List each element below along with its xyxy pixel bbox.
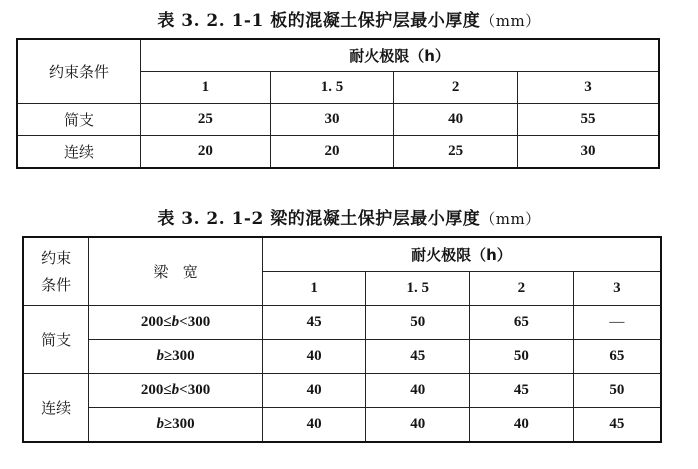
table2-header-fire-rating: 耐火极限（h） (262, 237, 661, 272)
table-row (17, 104, 659, 136)
table2-header-constraint-line1: 约束 (41, 248, 72, 267)
beam-width-lower: 200≤ (140, 314, 172, 330)
table2-fire-level: 3 (573, 272, 661, 306)
table2-cell: 45 (262, 306, 366, 340)
table2-fire-level: 2 (470, 272, 574, 306)
table2-cell: 40 (470, 408, 574, 443)
table2-cell: 45 (470, 374, 574, 408)
table2-header-constraint-line2: 条件 (41, 275, 72, 294)
table1-row-label: 连续 (17, 136, 141, 169)
table2-cell: 40 (366, 408, 470, 443)
table1-cell: 30 (270, 104, 394, 136)
table2-header-beam-width: 梁 宽 (89, 237, 263, 306)
table1-caption (0, 6, 698, 31)
table1-cell: 55 (517, 104, 659, 136)
beam-cover-table (22, 236, 662, 443)
table2-fire-level: 1 (262, 272, 366, 306)
table2-caption (0, 204, 698, 229)
table1-cell: 20 (270, 136, 394, 169)
slab-cover-table (16, 38, 660, 169)
table2-fire-level: 1. 5 (366, 272, 470, 306)
table2-caption-text: 表 3. 2. 1-2 梁的混凝土保护层最小厚度 (157, 209, 481, 229)
table1-fire-level: 1 (141, 72, 271, 104)
table2-cell: 40 (366, 374, 470, 408)
beam-width-lower: 200≤ (140, 382, 172, 398)
table1-header-fire-rating: 耐火极限（h） (141, 39, 659, 72)
beam-width-upper: ≥300 (163, 348, 195, 364)
table2-caption-unit: （mm） (480, 210, 541, 228)
table2-cell: 65 (573, 340, 661, 374)
beam-width-upper: ≥300 (163, 416, 195, 432)
table1-cell: 30 (517, 136, 659, 169)
table2-cell: 65 (470, 306, 574, 340)
table1-fire-level: 1. 5 (270, 72, 394, 104)
table1-caption-unit: （mm） (480, 12, 541, 30)
table2-cell: 40 (262, 340, 366, 374)
beam-width-symbol: b (156, 416, 164, 432)
table2-beam-width (89, 374, 263, 408)
table-row (17, 136, 659, 169)
table-row (23, 408, 661, 443)
table1-cell: 20 (141, 136, 271, 169)
table2-cell: 40 (262, 408, 366, 443)
table2-cell: 40 (262, 374, 366, 408)
table1-cell: 25 (394, 136, 518, 169)
table2-beam-width (89, 408, 263, 443)
table2-cell: 50 (366, 306, 470, 340)
table-row (23, 306, 661, 340)
table2-beam-width (89, 340, 263, 374)
table2-cell: 45 (573, 408, 661, 443)
table2-cell: 45 (366, 340, 470, 374)
table2-group-label: 简支 (23, 306, 89, 374)
table2-cell: 50 (470, 340, 574, 374)
table1-cell: 25 (141, 104, 271, 136)
table1-fire-level: 3 (517, 72, 659, 104)
table-row (23, 340, 661, 374)
table1-header-constraint: 约束条件 (17, 39, 141, 104)
beam-width-symbol: b (171, 314, 180, 330)
table2-cell: 50 (573, 374, 661, 408)
beam-width-symbol: b (156, 348, 164, 364)
table2-header-constraint (23, 237, 89, 306)
table2-group-label: 连续 (23, 374, 89, 443)
table-row (23, 374, 661, 408)
table1-row-label: 简支 (17, 104, 141, 136)
table2-beam-width (89, 306, 263, 340)
table1-fire-level: 2 (394, 72, 518, 104)
beam-width-symbol: b (171, 382, 180, 398)
table1-cell: 40 (394, 104, 518, 136)
beam-width-upper: <300 (179, 314, 211, 330)
beam-width-upper: <300 (179, 382, 211, 398)
table2-cell: — (573, 306, 661, 340)
table1-caption-text: 表 3. 2. 1-1 板的混凝土保护层最小厚度 (157, 11, 481, 31)
